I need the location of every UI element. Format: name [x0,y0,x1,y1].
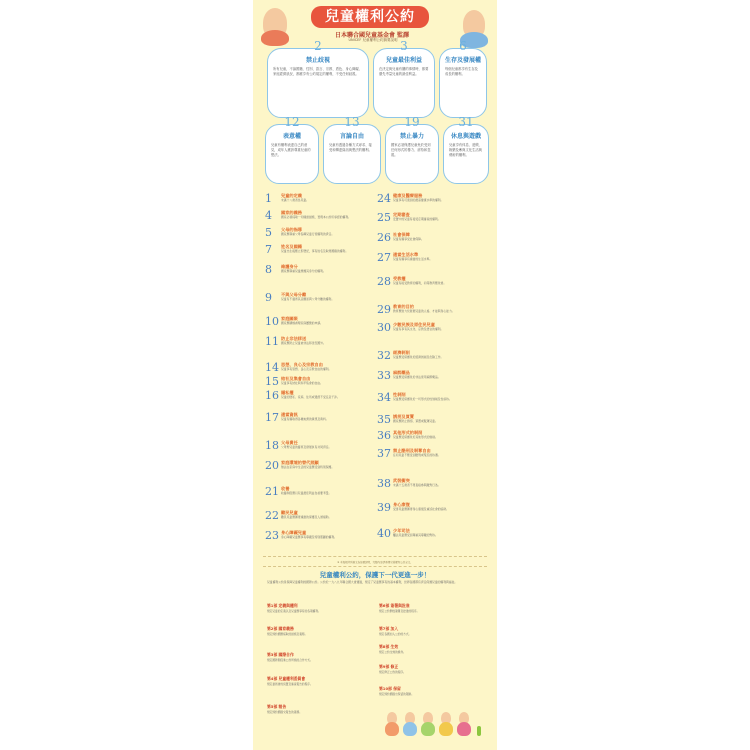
part-item [267,626,371,637]
bubble-number: 3 [400,39,408,53]
article-title: 不與父母分離 [281,292,307,297]
article-title: 定期審查 [393,212,410,217]
article-text: 父母對兒童的養育及發展負有共同責任。 [281,445,332,449]
article-text: 未滿十八歲者為兒童。 [281,198,309,202]
bubble-article-2 [267,39,369,118]
bubble-heading: 表意權 [282,133,301,140]
part-title: 第8部 生效 [379,644,399,649]
article-item [265,530,367,554]
rights-poster [253,0,497,750]
article-item [265,292,367,316]
article-text: 兒童有享有其文化、宗教及語言的權利。 [393,327,444,331]
article-title: 難民兒童 [281,510,298,515]
article-title: 防止非法移送 [281,336,307,341]
article-text: 兒童有不違背其意願而與父母分離的權利。 [281,297,335,301]
child-figure [403,722,417,736]
article-item [377,252,487,276]
article-number: 27 [377,251,391,264]
article-number: 22 [265,509,279,522]
bubble-number: 6 [459,39,467,53]
bubble-heading: 言論自由 [339,133,364,140]
part-title: 第1部 定義與權利 [267,603,298,608]
article-text: 兒童應受保護免於經濟剝削及危險工作。 [393,355,444,359]
bubble-number: 19 [404,115,420,129]
part-text: 規定締約國提交報告的義務。 [267,710,302,714]
article-text: 兒童有權取得各種來源的資訊及資料。 [281,417,329,421]
part-text: 規定公約生效的條件。 [379,650,406,654]
article-title: 父母責任 [281,440,298,445]
bubble-heading: 兒童最佳利益 [385,57,422,64]
article-number: 39 [377,501,391,514]
article-item [377,276,487,300]
article-title: 少年司法 [393,528,410,533]
article-text: 兒童出生後應立即登記，享有姓名及取得國籍的權利。 [281,249,349,253]
article-item [265,412,367,436]
article-text: 兒童的隱私、家庭、住所或通訊不受任意干涉。 [281,395,340,399]
article-title: 教育的目的 [393,304,414,309]
article-text: 安置中的兒童有接受定期審查的權利。 [393,217,441,221]
part-item [379,626,483,637]
article-title: 維護身分 [281,264,298,269]
article-number: 35 [377,413,391,426]
part-title: 第4部 兒童權利委員會 [267,676,306,681]
article-text: 難民兒童應獲得適當的保護及人道援助。 [281,515,332,519]
lower-section-intro: 兒童權利公約是保障兒童權利的國際公約。公約於一九八九年聯合國大會通過，規定了兒童應享有的基本權利，世界各國都有責任保護兒童的權利與福祉。 [267,580,458,584]
article-text: 兒童應受保護免於其他形式的剝削。 [393,435,438,439]
part-title: 第9部 修正 [379,664,399,669]
article-number: 20 [265,459,279,472]
bubble-heading: 禁止歧視 [305,57,330,64]
part-title: 第3部 國際合作 [267,652,294,657]
part-title: 第7部 加入 [379,626,399,631]
article-item [265,390,367,414]
part-item [267,676,371,687]
part-item [379,644,483,655]
article-text: 未滿十五歲者不得直接參與敵對行為。 [393,483,441,487]
article-number: 36 [377,429,391,442]
article-title: 適當生活水準 [393,252,419,257]
article-title: 經濟剝削 [393,350,410,355]
article-text: 兒童享有結社與和平集會的自由。 [281,381,323,385]
divider [263,556,487,557]
article-number: 11 [265,335,279,348]
article-text: 受害兒童應獲得身心康復及重返社會的協助。 [393,507,449,511]
article-title: 禁止酷刑及剝奪自由 [393,448,431,453]
article-number: 4 [265,209,272,222]
article-text: 兒童有接受教育的權利，初等教育應免費。 [393,281,447,285]
part-text: 規定委員會的設置及審查報告的程序。 [267,682,313,686]
article-number: 17 [265,411,279,424]
article-number: 9 [265,291,272,304]
article-number: 16 [265,389,279,402]
article-title: 健康及醫療服務 [393,193,423,198]
article-text: 身心障礙兒童應享有尊嚴及特別照顧的權利。 [281,535,337,539]
bubble-text: 國家必須保護兒童免於受到任何形式的暴力、虐待和忽視。 [391,143,431,157]
article-item [377,528,487,552]
article-number: 24 [377,192,391,205]
bubble-text: 兒童有透過各種方式尋求、接受和傳達資訊與想法的權利。 [329,143,372,152]
article-text: 國家必須採取一切適當措施，實現本公約所承認的權利。 [281,215,351,219]
footnote: ※ 本海報所列條文為摘要說明，完整內容請參閱兒童權利公約全文。 [337,561,413,564]
article-number: 25 [377,211,391,224]
article-text: 國家應尊重父母指導兒童行使權利的責任。 [281,232,335,236]
part-text: 規定國際間促進公約實施的合作方式。 [267,658,313,662]
article-title: 姓名及國籍 [281,244,302,249]
article-number: 23 [265,529,279,542]
child-illustration-left-shirt [261,30,289,46]
article-number: 18 [265,439,279,452]
bubble-article-12 [265,115,319,184]
bubble-article-31 [443,115,489,184]
article-number: 21 [265,485,279,498]
article-item [377,448,487,472]
divider [263,566,487,567]
article-number: 15 [265,375,279,388]
poster-subtitle: 日本聯合國兒童基金會 監譯 [334,32,410,39]
part-text: 規定公約開放簽署及批准的程序。 [379,609,420,613]
article-text: 觸法兒童應受到尊重其尊嚴的對待。 [393,533,438,537]
article-item [265,336,367,360]
article-title: 武裝衝突 [393,478,410,483]
article-title: 受教權 [393,276,406,281]
part-item [267,704,371,715]
article-number: 34 [377,391,391,404]
part-text: 規定兒童的定義以及兒童應享有的各項權利。 [267,609,321,613]
bubble-text: 所有兒童，不論國籍、性別、語言、宗教、膚色、身心障礙、家庭經濟狀況，都應享有公約規定的權利，不受任何歧視。 [273,67,363,76]
article-title: 隱私權 [281,390,294,395]
article-text: 兒童有權享受社會保障。 [393,237,424,241]
bubble-heading: 休息與遊戲 [450,133,481,140]
article-text: 任何兒童不應受到酷刑或殘忍的待遇。 [393,453,441,457]
article-text: 無法在家庭中生活的兒童應受到特別保護。 [281,465,335,469]
article-text: 兒童應受保護免於非法使用麻醉藥品。 [393,375,441,379]
bubble-text: 在決定與兒童有關的事情時，都要優先考量兒童的最佳利益。 [379,67,429,76]
article-text: 國家應尊重兒童維護其身分的權利。 [281,269,326,273]
article-title: 麻醉藥品 [393,370,410,375]
article-item [265,460,367,484]
bubble-heading: 生存及發展權 [444,57,481,64]
child-figure [439,722,453,736]
article-text: 國家應積極處理家庭團聚的申請。 [281,321,323,325]
bubble-text: 兒童有權利表達自己的意見，成年人應該尊重兒童的想法。 [271,143,311,157]
article-title: 性剝削 [393,392,406,397]
bubble-number: 12 [284,115,300,129]
plant-icon [477,726,481,736]
child-figure [457,722,471,736]
article-title: 結社及集會自由 [281,376,311,381]
article-number: 33 [377,369,391,382]
article-title: 其他形式的剝削 [393,430,423,435]
child-figure [421,722,435,736]
article-number: 1 [265,192,272,205]
article-text: 兒童應受保護免於一切形式的性剝削及性虐待。 [393,397,452,401]
part-item [379,686,483,697]
article-text: 兒童有權享有適當的生活水準。 [393,257,433,261]
article-number: 30 [377,321,391,334]
article-text: 教育應致力於發展兒童的人格、才能與身心能力。 [393,309,455,313]
article-title: 思想、良心及宗教自由 [281,362,323,367]
part-text: 規定締約國應採取的措施及義務。 [267,632,308,636]
article-number: 28 [377,275,391,288]
part-item [379,603,483,614]
bubble-text: 兒童享有休息、遊戲、娛樂及參與文化生活與藝術的權利。 [449,143,482,157]
bubble-number: 31 [458,115,474,129]
bubble-number: 2 [314,39,322,53]
part-text: 規定各國加入公約的方式。 [379,632,412,636]
article-text: 國家應防止誘拐、買賣或販運兒童。 [393,419,438,423]
bubble-article-6 [439,39,487,118]
part-title: 第10部 保留 [379,686,401,691]
article-title: 家庭團聚 [281,316,298,321]
bubble-article-13 [323,115,381,184]
part-text: 規定修正公約的程序。 [379,670,406,674]
bubble-heading: 禁止暴力 [399,133,424,140]
article-title: 兒童的定義 [281,193,302,198]
article-title: 家庭環境的替代照顧 [281,460,319,465]
children-group-illustration [383,708,487,744]
article-number: 29 [377,303,391,316]
article-title: 身心障礙兒童 [281,530,307,535]
article-number: 10 [265,315,279,328]
article-title: 收養 [281,486,290,491]
article-number: 8 [265,263,272,276]
article-title: 誘拐及買賣 [393,414,414,419]
part-title: 第6部 簽署與批准 [379,603,410,608]
bubble-text: 每個兒童都享有生存及成長的權利。 [445,67,478,76]
article-number: 40 [377,527,391,540]
article-number: 5 [265,226,272,239]
article-text: 兒童享有思想、良心及宗教自由的權利。 [281,367,332,371]
article-title: 適當資訊 [281,412,298,417]
article-title: 少數民族及原住民兒童 [393,322,435,327]
article-text: 兒童享有可達到的最高健康水準的權利。 [393,198,444,202]
article-number: 7 [265,243,272,256]
article-title: 社會保障 [393,232,410,237]
article-item [377,392,487,416]
part-title: 第5部 報告 [267,704,287,709]
article-item [377,322,487,346]
part-text: 規定締約國提出保留的限制。 [379,692,414,696]
article-item [377,502,487,526]
part-item [379,664,483,675]
article-text: 國家應防止兒童被非法移送至國外。 [281,341,326,345]
part-title: 第2部 國家義務 [267,626,294,631]
article-title: 身心康復 [393,502,410,507]
bubble-number: 13 [344,115,360,129]
part-item [267,652,371,663]
poster-title: 兒童權利公約 [311,6,429,28]
article-number: 26 [377,231,391,244]
bubble-article-3 [373,39,435,118]
article-number: 32 [377,349,391,362]
article-number: 37 [377,447,391,460]
child-figure [385,722,399,736]
poster-subnote: UNICEF 兒童權利公約摘要說明 [348,38,398,42]
article-item [265,486,367,510]
bubble-article-19 [385,115,439,184]
article-item [377,478,487,502]
part-item [267,603,371,614]
article-number: 38 [377,477,391,490]
article-item [377,370,487,394]
lower-section-title: 兒童權利公約，保護下一代更進一步！ [319,571,431,579]
article-number: 14 [265,361,279,374]
article-title: 父母的指導 [281,227,302,232]
article-item [265,264,367,288]
article-title: 國家的義務 [281,210,302,215]
article-text: 收養制度應以兒童最佳利益為首要考量。 [281,491,332,495]
